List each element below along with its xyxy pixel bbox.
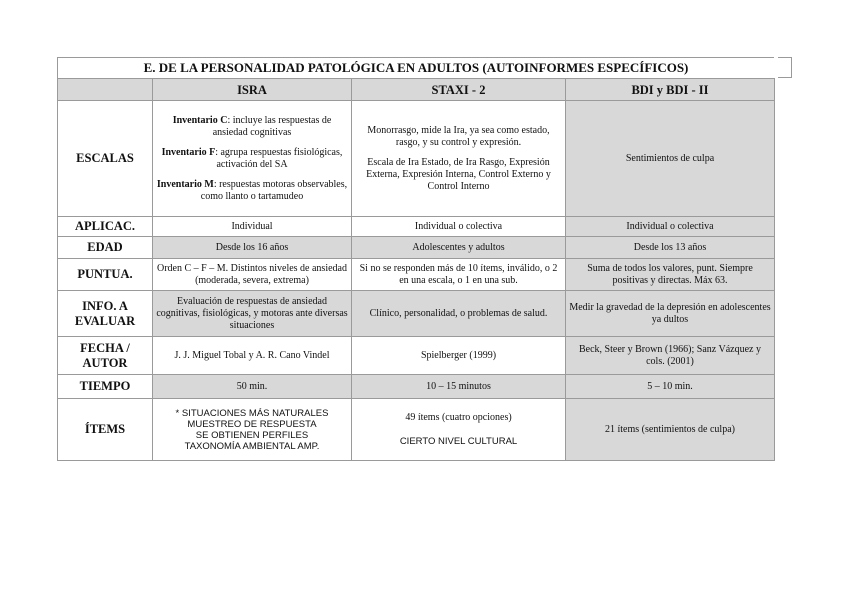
staxi-scales: Escala de Ira Estado, de Ira Rasgo, Expresión Externa, Expresión Interna, Control Externo y Control Interno	[366, 156, 551, 192]
tiempo-bdi: 5 – 10 min.	[566, 375, 775, 399]
fecha-isra: J. J. Miguel Tobal y A. R. Cano Vindel	[153, 337, 352, 375]
label-fecha: FECHA / AUTOR	[58, 337, 153, 375]
isra-inventario-m: Inventario M: respuestas motoras observables, como llanto o tartamudeo	[156, 178, 348, 202]
title-row	[58, 58, 775, 79]
header-isra: ISRA	[153, 79, 352, 101]
info-bdi: Medir la gravedad de la depresión en adolescentes ya dultos	[566, 291, 775, 337]
aplicac-staxi: Individual o colectiva	[352, 217, 566, 237]
fecha-bdi: Beck, Steer y Brown (1966); Sanz Vázquez y cols. (2001)	[566, 337, 775, 375]
row-edad	[58, 237, 775, 259]
header-bdi: BDI y BDI - II	[566, 79, 775, 101]
aplicac-bdi: Individual o colectiva	[566, 217, 775, 237]
row-fecha	[58, 337, 775, 375]
aplicac-isra: Individual	[153, 217, 352, 237]
label-aplicac: APLICAC.	[58, 217, 153, 237]
isra-inventario-f: Inventario F: agrupa respuestas fisiológicas, activación del SA	[161, 146, 343, 170]
tiempo-staxi: 10 – 15 minutos	[352, 375, 566, 399]
row-puntua	[58, 259, 775, 291]
escalas-isra	[153, 101, 352, 217]
label-items: ÍTEMS	[58, 399, 153, 461]
edad-bdi: Desde los 13 años	[566, 237, 775, 259]
header-row	[58, 79, 775, 101]
puntua-isra: Orden C – F – M. Distintos niveles de ansiedad (moderada, severa, extrema)	[153, 259, 352, 291]
items-staxi: 49 ítems (cuatro opciones) CIERTO NIVEL CULTURAL	[352, 399, 566, 461]
label-escalas: ESCALAS	[58, 101, 153, 217]
label-puntua: PUNTUA.	[58, 259, 153, 291]
info-staxi: Clínico, personalidad, o problemas de salud.	[352, 291, 566, 337]
staxi-description: Monorrasgo, mide la Ira, ya sea como estado, rasgo, y su control y expresión.	[367, 124, 550, 148]
header-staxi: STAXI - 2	[352, 79, 566, 101]
items-isra: * SITUACIONES MÁS NATURALES MUESTREO DE RESPUESTA SE OBTIENEN PERFILES TAXONOMÍA AMBIENTAL AMP.	[153, 399, 352, 461]
row-items	[58, 399, 775, 461]
label-info: INFO. A EVALUAR	[58, 291, 153, 337]
comparison-table	[57, 57, 775, 461]
escalas-bdi: Sentimientos de culpa	[566, 101, 775, 217]
header-empty	[58, 79, 153, 101]
isra-inventario-c: Inventario C: incluye las respuestas de ansiedad cognitivas	[172, 114, 332, 138]
fecha-staxi: Spielberger (1999)	[352, 337, 566, 375]
escalas-staxi	[352, 101, 566, 217]
row-info	[58, 291, 775, 337]
info-isra: Evaluación de respuestas de ansiedad cognitivas, fisiológicas, y motoras ante diversas situaciones	[153, 291, 352, 337]
edad-staxi: Adolescentes y adultos	[352, 237, 566, 259]
table-title: E. DE LA PERSONALIDAD PATOLÓGICA EN ADULTOS (AUTOINFORMES ESPECÍFICOS)	[58, 58, 775, 79]
label-edad: EDAD	[58, 237, 153, 259]
puntua-bdi: Suma de todos los valores, punt. Siempre positivas y directas. Máx 63.	[566, 259, 775, 291]
tiempo-isra: 50 min.	[153, 375, 352, 399]
items-bdi: 21 ítems (sentimientos de culpa)	[566, 399, 775, 461]
edad-isra: Desde los 16 años	[153, 237, 352, 259]
puntua-staxi: Si no se responden más de 10 ítems, inválido, o 2 en una escala, o 1 en una sub.	[352, 259, 566, 291]
row-tiempo	[58, 375, 775, 399]
label-tiempo: TIEMPO	[58, 375, 153, 399]
title-border-extension	[778, 57, 792, 78]
row-aplicac	[58, 217, 775, 237]
row-escalas	[58, 101, 775, 217]
